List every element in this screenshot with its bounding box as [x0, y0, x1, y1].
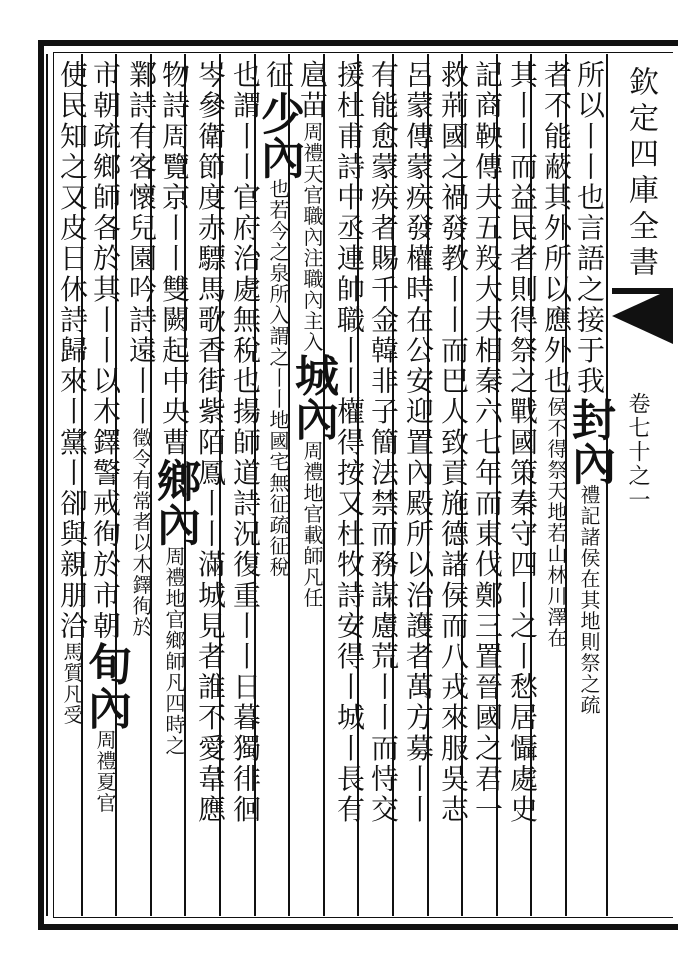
main-text: 使民知之又皮日休詩歸來丨黨丨卻與親朋洽 — [56, 60, 89, 642]
annotation-text: 周禮天官職內注職內主入 — [300, 121, 324, 353]
annotation-text: 馬質凡受 — [60, 641, 84, 726]
main-text: 苗 — [296, 90, 329, 122]
main-text: 征 — [262, 60, 295, 91]
main-text: 所以丨丨也言語之接于我 — [573, 60, 606, 397]
annotation-text: 禮記諸侯在其地則祭之疏 — [577, 484, 601, 716]
heading-glyph: 內 — [564, 440, 615, 485]
annotation-text: 侯不得祭天地若山林川澤在 — [544, 396, 568, 649]
column-text — [48, 60, 92, 912]
main-text: 扈 — [296, 60, 329, 91]
main-text: 其丨丨而益民者則得祭之戰國策秦守四丨之丨愁居懾處史 — [506, 60, 539, 825]
heading-glyph: 少 — [253, 90, 304, 135]
text-column-c16 — [48, 60, 92, 912]
fishtail-mark — [612, 288, 673, 344]
heading-glyph: 鄉 — [149, 457, 200, 502]
main-text: 者不能蔽其外所以應外也 — [540, 60, 573, 397]
main-text: 市朝疏鄉師各於其丨丨以木鐸警戒徇於市朝 — [89, 60, 122, 642]
volume-label: 卷七十之一 — [625, 392, 650, 512]
annotation-text: 地國宅無征疏征稅 — [266, 409, 290, 578]
main-text: 鄴詩有客懷兒園吟詩遠丨丨 — [125, 60, 158, 428]
main-text: 有能愈蒙疾者賜千金韓非子簡法禁而務謀慮荒丨丨而恃交 — [367, 60, 400, 825]
annotation-text: 周禮夏官 — [93, 729, 117, 814]
main-text: 援杜甫詩中丞連帥職丨丨權得按又杜牧詩安得丨城丨長有 — [333, 60, 366, 825]
heading-glyph: 封 — [564, 396, 615, 441]
annotation-text: 周禮地官載師凡任 — [300, 440, 324, 609]
heading-glyph: 內 — [80, 685, 131, 730]
annotation-text: 也若今之泉所入謂之丨丨 — [266, 178, 290, 410]
main-text: 岑參衛節度赤驃馬歌香街紫陌鳳丨丨滿城見者誰不愛韋應 — [194, 60, 227, 825]
heading-glyph: 內 — [287, 396, 338, 441]
heading-glyph: 旬 — [80, 641, 131, 686]
main-text: 救荊國之禍發教丨丨而巴人致貢施德諸侯而八戎來服吳志 — [437, 60, 470, 825]
annotation-text: 徵令有常者以木鐸徇於 — [129, 427, 153, 638]
annotation-text: 周禮地官鄉師凡四時之 — [162, 545, 186, 756]
main-text: 也謂丨丨官府治處無稅也揚師道詩況復重丨丨日暮獨徘徊 — [229, 60, 262, 825]
book-title: 欽定四庫全書 — [623, 66, 658, 282]
main-text: 物詩周覽京丨丨雙闕起中央曹 — [158, 60, 191, 458]
main-text: 記商鞅傳夫五羖大夫相秦六七年而東伐鄭三置晉國之君一 — [471, 60, 504, 825]
main-text: 呂蒙傳蒙疾發權時在公安迎置內殿所以治護者萬方募丨丨 — [402, 60, 435, 825]
heading-glyph: 內 — [149, 501, 200, 546]
heading-glyph: 城 — [287, 352, 338, 397]
heading-glyph: 內 — [253, 134, 304, 179]
fishtail-bar — [612, 288, 673, 294]
